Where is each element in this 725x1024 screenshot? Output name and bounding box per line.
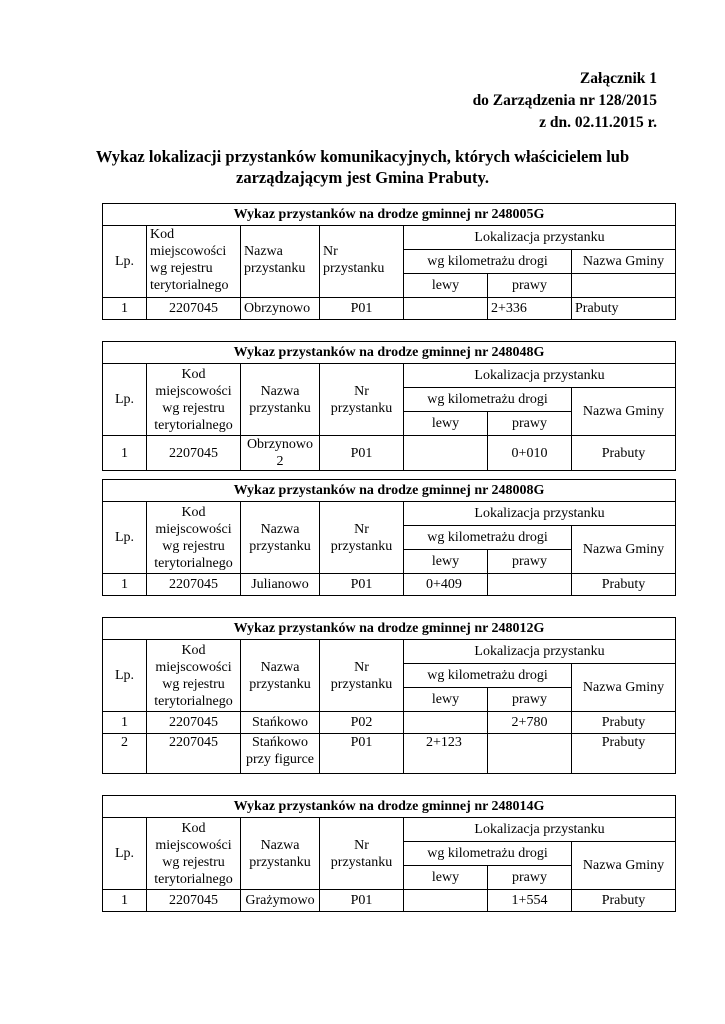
cell-nr: P01 bbox=[320, 574, 404, 596]
document-title bbox=[60, 146, 665, 188]
cell-gmina: Prabuty bbox=[572, 298, 676, 320]
col-nazwa: Nazwa przystanku bbox=[241, 364, 320, 436]
annex-ordinance: do Zarządzenia nr 128/2015 bbox=[472, 92, 657, 109]
col-nazwa: Nazwa przystanku bbox=[241, 502, 320, 574]
cell-nr: P02 bbox=[320, 712, 404, 734]
stops-table-3 bbox=[102, 479, 676, 596]
col-gmina: Nazwa Gminy bbox=[572, 388, 676, 436]
col-nr: Nr przystanku bbox=[320, 364, 404, 436]
stops-table-5 bbox=[102, 795, 676, 912]
stops-table-4 bbox=[102, 617, 676, 774]
table-caption: Wykaz przystanków na drodze gminnej nr 248008G bbox=[103, 480, 676, 502]
col-gmina: Nazwa Gminy bbox=[572, 526, 676, 574]
col-lewy: lewy bbox=[404, 550, 488, 574]
cell-gmina: Prabuty bbox=[572, 734, 676, 774]
col-gmina: Nazwa Gminy bbox=[572, 664, 676, 712]
col-km: wg kilometrażu drogi bbox=[404, 842, 572, 866]
cell-gmina: Prabuty bbox=[572, 890, 676, 912]
cell-nazwa: Grażymowo bbox=[241, 890, 320, 912]
cell-prawy bbox=[488, 574, 572, 596]
col-prawy: prawy bbox=[488, 866, 572, 890]
cell-nr: P01 bbox=[320, 298, 404, 320]
title-line-1: Wykaz lokalizacji przystanków komunikacyjnych, których właścicielem lub bbox=[95, 147, 630, 166]
col-prawy: prawy bbox=[488, 274, 572, 298]
col-lp: Lp. bbox=[103, 502, 147, 574]
col-lp: Lp. bbox=[103, 364, 147, 436]
col-kod: Kod miejscowości wg rejestru terytorialnego bbox=[147, 502, 241, 574]
title-line-2: zarządzającym jest Gmina Prabuty. bbox=[236, 168, 489, 187]
cell-gmina: Prabuty bbox=[572, 574, 676, 596]
cell-nazwa: Stańkowo przy figurce bbox=[241, 734, 320, 774]
col-kod: Kod miejscowości wg rejestru terytorialnego bbox=[147, 364, 241, 436]
col-prawy: prawy bbox=[488, 550, 572, 574]
cell-nr: P01 bbox=[320, 734, 404, 774]
col-nr: Nr przystanku bbox=[320, 818, 404, 890]
col-nazwa: Nazwa przystanku bbox=[241, 818, 320, 890]
col-lokalizacja: Lokalizacja przystanku bbox=[404, 818, 676, 842]
cell-lewy: 2+123 bbox=[404, 734, 488, 774]
col-lokalizacja: Lokalizacja przystanku bbox=[404, 364, 676, 388]
annex-number: Załącznik 1 bbox=[579, 70, 657, 87]
cell-lewy: 0+409 bbox=[404, 574, 488, 596]
cell-lewy bbox=[404, 712, 488, 734]
stops-table-2 bbox=[102, 341, 676, 471]
col-empty bbox=[572, 274, 676, 298]
table-row bbox=[103, 574, 676, 596]
table-caption: Wykaz przystanków na drodze gminnej nr 248048G bbox=[103, 342, 676, 364]
cell-prawy bbox=[488, 734, 572, 774]
table-row bbox=[103, 298, 676, 320]
stops-table-1 bbox=[102, 203, 676, 320]
cell-nr: P01 bbox=[320, 436, 404, 471]
col-gmina: Nazwa Gminy bbox=[572, 842, 676, 890]
cell-kod: 2207045 bbox=[147, 574, 241, 596]
col-kod: Kod miejscowości wg rejestru terytorialnego bbox=[147, 640, 241, 712]
cell-kod: 2207045 bbox=[147, 436, 241, 471]
table-row bbox=[103, 890, 676, 912]
cell-prawy: 1+554 bbox=[488, 890, 572, 912]
cell-nazwa: Obrzynowo 2 bbox=[241, 436, 320, 471]
col-lokalizacja: Lokalizacja przystanku bbox=[404, 502, 676, 526]
cell-gmina: Prabuty bbox=[572, 712, 676, 734]
col-km: wg kilometrażu drogi bbox=[404, 526, 572, 550]
cell-lp: 1 bbox=[103, 298, 147, 320]
cell-lewy bbox=[404, 890, 488, 912]
cell-lewy bbox=[404, 436, 488, 471]
col-nr: Nr przystanku bbox=[320, 640, 404, 712]
col-nazwa: Nazwa przystanku bbox=[241, 640, 320, 712]
table-caption: Wykaz przystanków na drodze gminnej nr 248005G bbox=[103, 204, 676, 226]
col-gmina: Nazwa Gminy bbox=[572, 250, 676, 274]
table-caption: Wykaz przystanków na drodze gminnej nr 248012G bbox=[103, 618, 676, 640]
cell-kod: 2207045 bbox=[147, 890, 241, 912]
cell-prawy: 0+010 bbox=[488, 436, 572, 471]
col-prawy: prawy bbox=[488, 688, 572, 712]
col-lewy: lewy bbox=[404, 866, 488, 890]
col-prawy: prawy bbox=[488, 412, 572, 436]
cell-kod: 2207045 bbox=[147, 712, 241, 734]
col-lp: Lp. bbox=[103, 818, 147, 890]
col-lp: Lp. bbox=[103, 640, 147, 712]
cell-prawy: 2+780 bbox=[488, 712, 572, 734]
cell-kod: 2207045 bbox=[147, 298, 241, 320]
col-lokalizacja: Lokalizacja przystanku bbox=[404, 640, 676, 664]
col-lewy: lewy bbox=[404, 274, 488, 298]
col-km: wg kilometrażu drogi bbox=[404, 250, 572, 274]
cell-nazwa: Julianowo bbox=[241, 574, 320, 596]
cell-nr: P01 bbox=[320, 890, 404, 912]
annex-date: z dn. 02.11.2015 r. bbox=[539, 114, 657, 131]
table-caption: Wykaz przystanków na drodze gminnej nr 248014G bbox=[103, 796, 676, 818]
cell-kod: 2207045 bbox=[147, 734, 241, 774]
col-nazwa: Nazwa przystanku bbox=[241, 226, 320, 298]
cell-lp: 1 bbox=[103, 890, 147, 912]
cell-lp: 1 bbox=[103, 712, 147, 734]
annex-header bbox=[473, 68, 657, 134]
cell-gmina: Prabuty bbox=[572, 436, 676, 471]
cell-lp: 2 bbox=[103, 734, 147, 774]
cell-prawy: 2+336 bbox=[488, 298, 572, 320]
col-lp: Lp. bbox=[103, 226, 147, 298]
table-row bbox=[103, 436, 676, 471]
col-lewy: lewy bbox=[404, 412, 488, 436]
col-km: wg kilometrażu drogi bbox=[404, 664, 572, 688]
col-nr: Nr przystanku bbox=[320, 226, 404, 298]
col-kod: Kod miejscowości wg rejestru terytorialnego bbox=[147, 226, 241, 298]
cell-nazwa: Obrzynowo bbox=[241, 298, 320, 320]
table-row bbox=[103, 712, 676, 734]
col-lokalizacja: Lokalizacja przystanku bbox=[404, 226, 676, 250]
cell-lp: 1 bbox=[103, 436, 147, 471]
col-lewy: lewy bbox=[404, 688, 488, 712]
cell-nazwa: Stańkowo bbox=[241, 712, 320, 734]
col-nr: Nr przystanku bbox=[320, 502, 404, 574]
col-km: wg kilometrażu drogi bbox=[404, 388, 572, 412]
col-kod: Kod miejscowości wg rejestru terytorialnego bbox=[147, 818, 241, 890]
cell-lp: 1 bbox=[103, 574, 147, 596]
table-row bbox=[103, 734, 676, 774]
cell-lewy bbox=[404, 298, 488, 320]
